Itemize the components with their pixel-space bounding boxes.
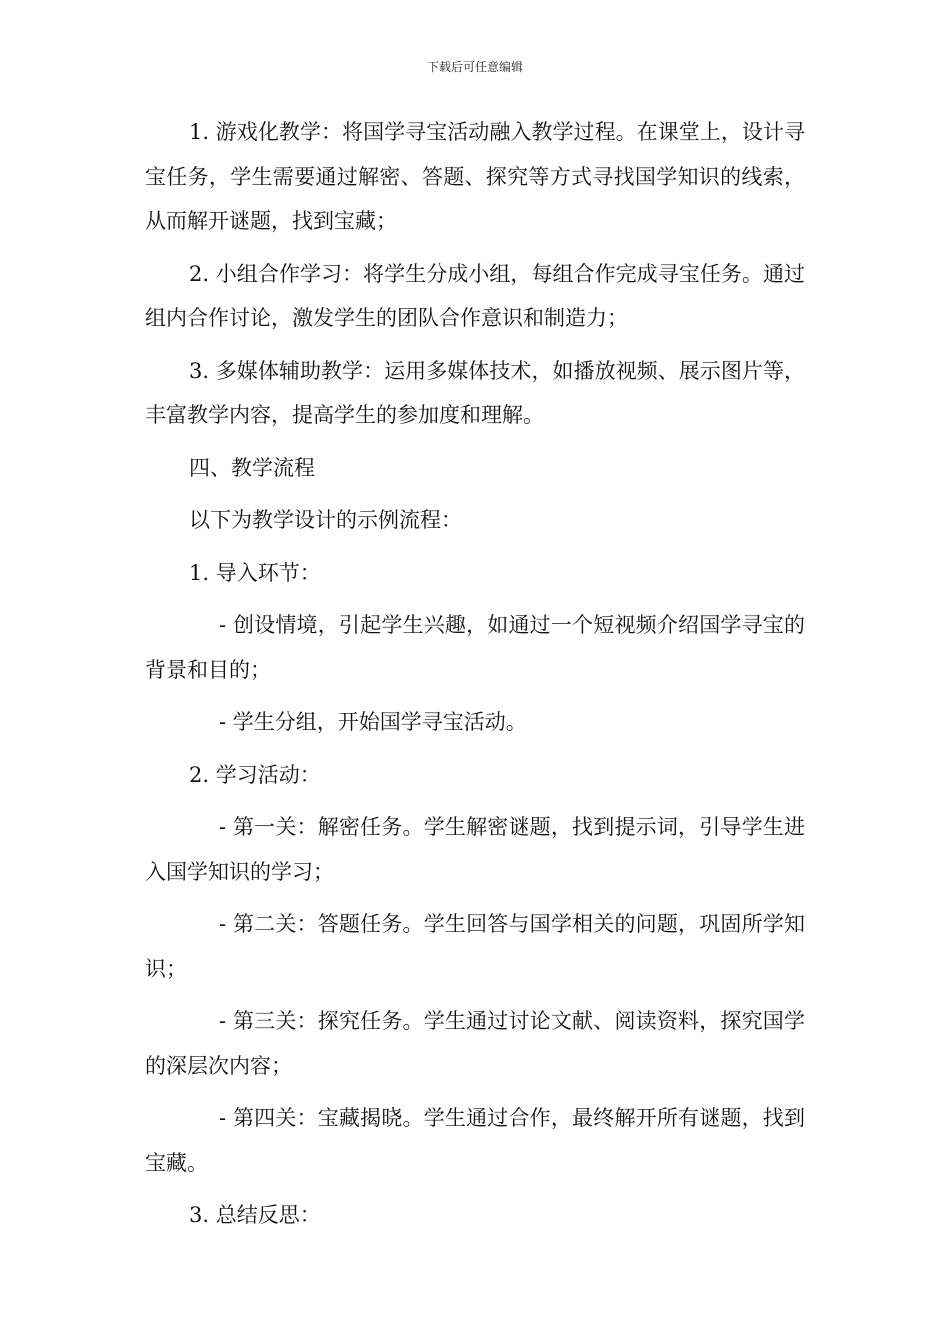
step-summary-reflection: 3. 总结反思： xyxy=(189,1203,321,1227)
step-introduction: 1. 导入环节： xyxy=(189,560,321,585)
sub-item-level-two: - 第二关：答题任务。学生回答与国学相关的问题，巩固所学知识； xyxy=(145,912,805,981)
list-item-gamified-teaching: 1. 游戏化教学：将国学寻宝活动融入教学过程。在课堂上，设计寻宝任务，学生需要通过解密、答题、探究等方式寻找国学知识的线索，从而解开谜题，找到宝藏； xyxy=(145,120,805,233)
list-item-multimedia-teaching: 3. 多媒体辅助教学：运用多媒体技术，如播放视频、展示图片等，丰富教学内容，提高学生的参加度和理解。 xyxy=(145,358,805,427)
section-heading-teaching-process: 四、教学流程 xyxy=(189,455,315,480)
page-header: 下载后可任意编辑 xyxy=(426,60,523,74)
sub-item-student-grouping: - 学生分组，开始国学寻宝活动。 xyxy=(219,710,527,734)
sub-item-level-three: - 第三关：探究任务。学生通过讨论文献、阅读资料，探究国学的深层次内容； xyxy=(145,1009,805,1078)
list-item-group-learning: 2. 小组合作学习：将学生分成小组，每组合作完成寻宝任务。通过组内合作讨论，激发学生的团队合作意识和制造力； xyxy=(145,261,805,330)
document-body xyxy=(145,110,805,1246)
sub-item-level-four: - 第四关：宝藏揭晓。学生通过合作，最终解开所有谜题，找到宝藏。 xyxy=(145,1106,805,1175)
process-intro: 以下为教学设计的示例流程： xyxy=(189,508,462,532)
sub-item-create-scenario: - 创设情境，引起学生兴趣，如通过一个短视频介绍国学寻宝的背景和目的； xyxy=(145,613,805,682)
sub-item-level-one: - 第一关：解密任务。学生解密谜题，找到提示词，引导学生进入国学知识的学习； xyxy=(145,815,805,884)
step-learning-activities: 2. 学习活动： xyxy=(189,762,321,787)
